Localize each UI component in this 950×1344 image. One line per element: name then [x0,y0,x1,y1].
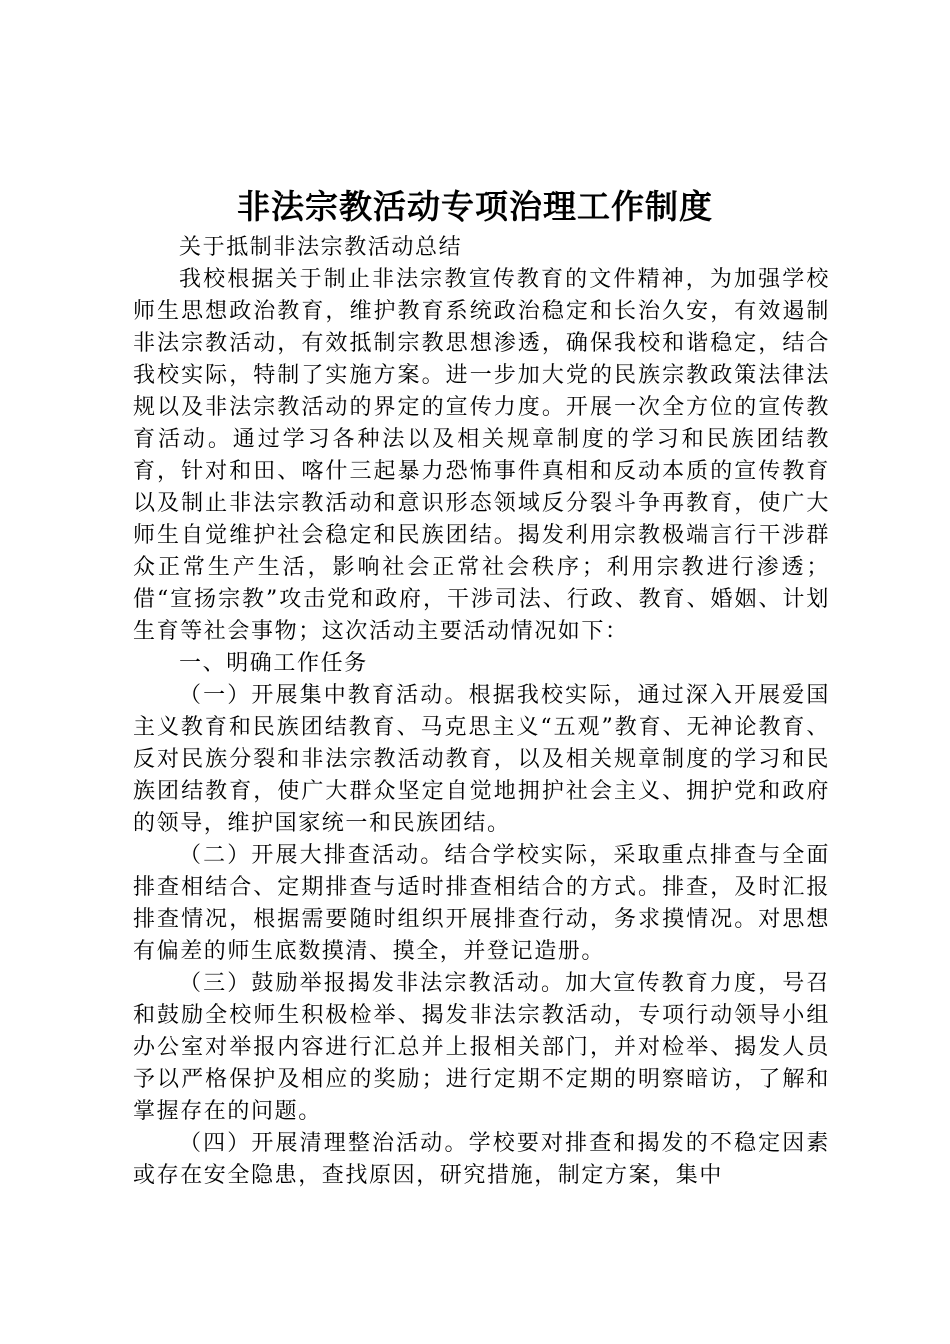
paragraph-item-3: （三）鼓励举报揭发非法宗教活动。加大宣传教育力度，号召和鼓励全校师生积极检举、揭发非法宗教活动，专项行动领导小组办公室对举报内容进行汇总并上报相关部门，并对检举、揭发人员予以严格保护及相应的奖励；进行定期不定期的明察暗访，了解和掌握存在的问题。 [133,971,830,1124]
document-title: 非法宗教活动专项治理工作制度 [237,187,713,226]
document-body [133,232,830,1192]
paragraph-item-1: （一）开展集中教育活动。根据我校实际，通过深入开展爱国主义教育和民族团结教育、马克思主义“五观”教育、无神论教育、反对民族分裂和非法宗教活动教育，以及相关规章制度的学习和民族团结教育，使广大群众坚定自觉地拥护社会主义、拥护党和政府的领导，维护国家统一和民族团结。 [133,683,830,836]
paragraph-item-4: （四）开展清理整治活动。学校要对排查和揭发的不稳定因素或存在安全隐患，查找原因，研究措施，制定方案，集中 [133,1131,830,1188]
paragraph-summary-heading: 关于抵制非法宗教活动总结 [179,235,463,260]
paragraph-intro: 我校根据关于制止非法宗教宣传教育的文件精神，为加强学校师生思想政治教育，维护教育系统政治稳定和长治久安，有效遏制非法宗教活动，有效抵制宗教思想渗透，确保我校和谐稳定，结合我校实际，特制了实施方案。进一步加大党的民族宗教政策法律法规以及非法宗教活动的界定的宣传力度。开展一次全方位的宣传教育活动。通过学习各种法以及相关规章制度的学习和民族团结教育，针对和田、喀什三起暴力恐怖事件真相和反动本质的宣传教育以及制止非法宗教活动和意识形态领域反分裂斗争再教育，使广大师生自觉维护社会稳定和民族团结。揭发利用宗教极端言行干涉群众正常生产生活，影响社会正常社会秩序；利用宗教进行渗透；借“宣扬宗教”攻击党和政府，干涉司法、行政、教育、婚姻、计划生育等社会事物；这次活动主要活动情况如下： [133,267,830,644]
paragraph-item-2: （二）开展大排查活动。结合学校实际，采取重点排查与全面排查相结合、定期排查与适时排查相结合的方式。排查，及时汇报排查情况，根据需要随时组织开展排查行动，务求摸情况。对思想有偏差的师生底数摸清、摸全，并登记造册。 [133,843,830,964]
paragraph-section-heading: 一、明确工作任务 [179,651,368,676]
